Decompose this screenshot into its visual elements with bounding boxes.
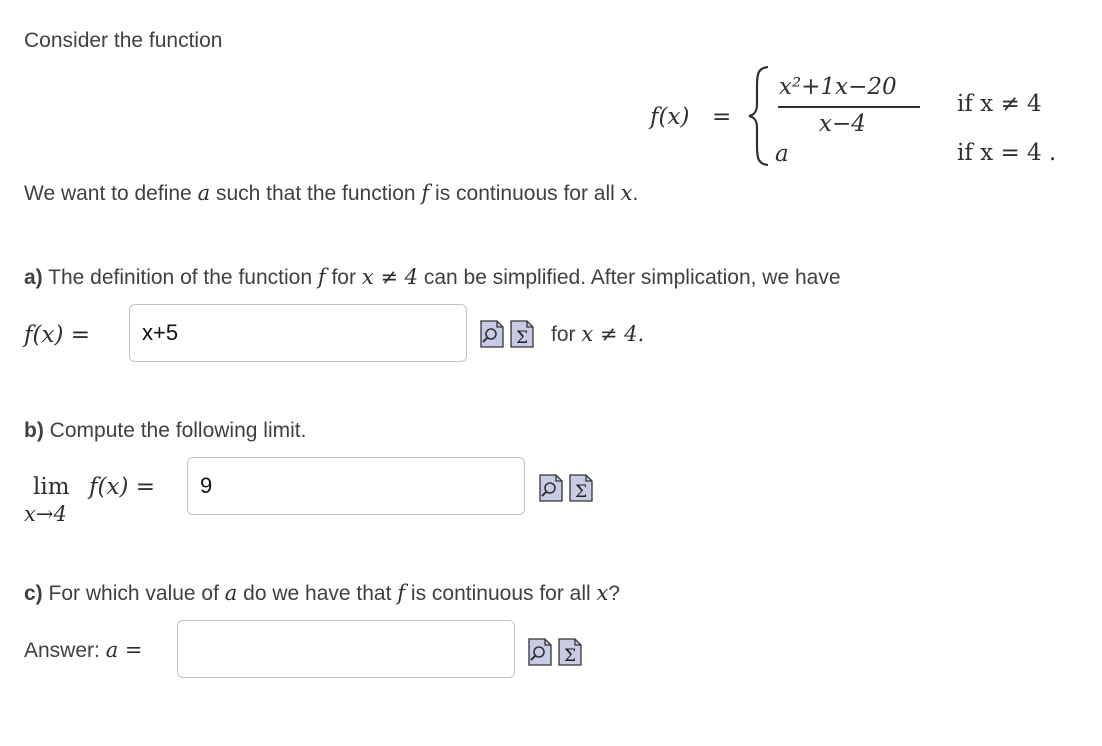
limit-subscript: x→4 bbox=[24, 502, 67, 526]
part-c-answer-input[interactable] bbox=[177, 620, 515, 678]
part-c-answer-label: Answer: a = bbox=[24, 638, 143, 662]
equation-editor-sigma-icon[interactable] bbox=[558, 638, 582, 666]
limit-operator: lim bbox=[33, 474, 70, 500]
equals-sign: = bbox=[712, 104, 732, 130]
preview-magnifier-icon[interactable] bbox=[480, 320, 504, 348]
goal-sentence: We want to define a such that the function f is continuous for all x. bbox=[24, 181, 639, 205]
case2-value: a bbox=[775, 141, 789, 167]
part-b-lhs: f(x) = bbox=[89, 474, 156, 500]
part-b-answer-input[interactable] bbox=[187, 457, 525, 515]
part-b-label: b) bbox=[24, 419, 44, 442]
part-a-lhs: f(x) = bbox=[24, 322, 91, 348]
part-a-label: a) bbox=[24, 266, 43, 289]
preview-magnifier-icon[interactable] bbox=[539, 474, 563, 502]
svg-text:Σ: Σ bbox=[574, 482, 588, 502]
function-name: f(x) bbox=[650, 104, 690, 130]
fraction-denominator: x−4 bbox=[819, 111, 866, 137]
part-b-prompt: b) Compute the following limit. bbox=[24, 419, 307, 442]
svg-text:Σ: Σ bbox=[515, 328, 529, 348]
part-c-prompt: c) For which value of a do we have that f is continuous for all x? bbox=[24, 581, 621, 605]
svg-text:Σ: Σ bbox=[563, 646, 577, 666]
fraction-numerator: x²+1x−20 bbox=[779, 74, 897, 100]
case2-condition: if x = 4 . bbox=[957, 140, 1057, 166]
part-c-label: c) bbox=[24, 582, 43, 605]
equation-editor-sigma-icon[interactable] bbox=[510, 320, 534, 348]
part-a-prompt: a) The definition of the function f for x ≠ 4 can be simplified. After simplication, we have bbox=[24, 265, 841, 289]
fraction-bar bbox=[778, 106, 920, 108]
intro-text: Consider the function bbox=[24, 29, 223, 52]
preview-magnifier-icon[interactable] bbox=[528, 638, 552, 666]
case1-condition: if x ≠ 4 bbox=[957, 91, 1042, 117]
part-a-answer-input[interactable] bbox=[129, 304, 467, 362]
part-a-after: for x ≠ 4. bbox=[551, 322, 645, 346]
left-brace bbox=[746, 64, 774, 168]
equation-editor-sigma-icon[interactable] bbox=[569, 474, 593, 502]
